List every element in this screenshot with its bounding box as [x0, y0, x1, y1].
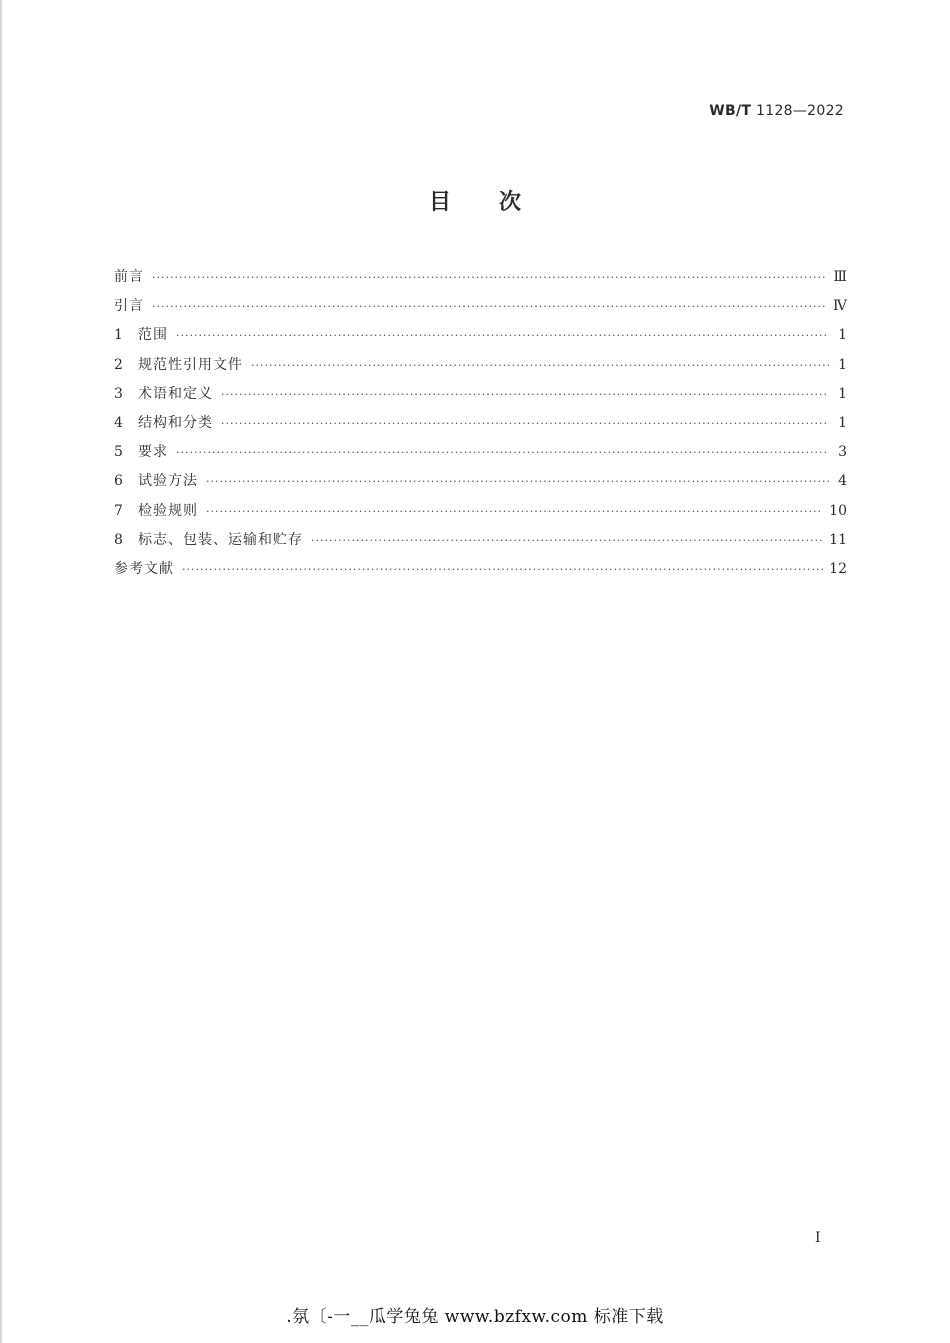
toc-section-number: 1: [114, 327, 123, 344]
toc-entry-marking-packaging[interactable]: [114, 526, 847, 555]
toc-section-number: 6: [114, 473, 123, 490]
toc-section-number: 3: [114, 385, 123, 402]
page-title: 目次: [428, 190, 569, 215]
toc-entry-requirements[interactable]: [114, 438, 847, 467]
footer-watermark: .氛〔-一__瓜学兔兔 www.bzfxw.com 标准下载: [286, 1307, 664, 1327]
toc-page-number: 1: [838, 385, 847, 402]
toc-leader-dots: [251, 351, 829, 380]
toc-page-number: 1: [838, 356, 847, 373]
table-of-contents: [114, 263, 847, 584]
toc-entry-introduction[interactable]: [114, 292, 847, 321]
toc-leader-dots: [221, 380, 829, 409]
toc-page-number: 10: [829, 502, 847, 519]
toc-section-number: 2: [114, 356, 123, 373]
toc-page-number: 1: [838, 327, 847, 344]
toc-entry-bibliography[interactable]: [114, 555, 847, 584]
toc-leader-dots: [182, 555, 823, 584]
toc-label: 试验方法: [138, 473, 198, 490]
toc-page-number: 4: [838, 473, 847, 490]
toc-page-number: Ⅳ: [833, 298, 847, 315]
toc-label: 引言: [114, 298, 144, 315]
toc-entry-terms[interactable]: [114, 380, 847, 409]
toc-page-number: 12: [829, 560, 847, 577]
standard-prefix: WB/T: [709, 103, 752, 119]
toc-label: 术语和定义: [138, 385, 213, 402]
toc-leader-dots: [311, 526, 823, 555]
toc-page-number: 3: [838, 444, 847, 461]
toc-entry-inspection-rules[interactable]: [114, 497, 847, 526]
toc-page-number: 1: [838, 414, 847, 431]
toc-label: 范围: [138, 327, 168, 344]
toc-section-number: 8: [114, 531, 123, 548]
toc-entry-test-methods[interactable]: [114, 467, 847, 496]
standard-number: 1128—2022: [756, 103, 844, 119]
toc-entry-normative-references[interactable]: [114, 351, 847, 380]
toc-label: 前言: [114, 269, 144, 285]
toc-leader-dots: [152, 263, 827, 292]
standard-code: [709, 103, 844, 119]
toc-leader-dots: [176, 438, 829, 467]
toc-leader-dots: [206, 467, 829, 496]
toc-section-number: 5: [114, 444, 123, 461]
toc-page-number: Ⅲ: [833, 269, 847, 285]
toc-label: 参考文献: [114, 560, 174, 577]
toc-page-number: 11: [829, 531, 847, 548]
toc-leader-dots: [176, 321, 829, 350]
toc-section-number: 4: [114, 414, 123, 431]
toc-leader-dots: [152, 292, 827, 321]
toc-entry-scope[interactable]: [114, 321, 847, 350]
toc-label: 检验规则: [138, 502, 198, 519]
toc-label: 要求: [138, 444, 168, 461]
toc-leader-dots: [206, 497, 823, 526]
toc-label: 标志、包装、运输和贮存: [138, 531, 303, 548]
toc-label: 结构和分类: [138, 414, 213, 431]
toc-section-number: 7: [114, 502, 123, 519]
toc-entry-structure[interactable]: [114, 409, 847, 438]
toc-leader-dots: [221, 409, 829, 438]
page-number: I: [815, 1230, 821, 1246]
toc-entry-foreword[interactable]: [114, 263, 847, 292]
toc-label: 规范性引用文件: [138, 356, 243, 373]
